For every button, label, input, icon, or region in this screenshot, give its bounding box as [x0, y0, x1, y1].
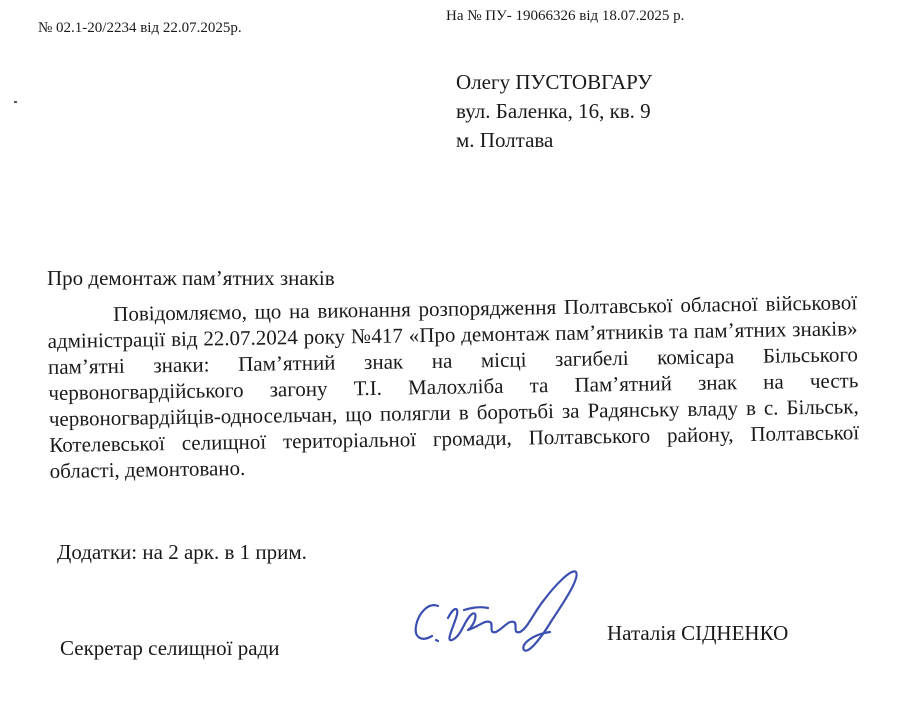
scan-speck — [14, 101, 17, 103]
addressee-city: м. Полтава — [456, 128, 554, 152]
signatory-name: Наталія СІДНЕНКО — [607, 621, 789, 645]
letter-body: Повідомляємо, що на виконання розпорядження Полтавської обласної військової адміністрації від 22.07.2024 року №417 «Про демонтаж пам’ятників та пам’ятних знаків» пам’ятні знаки: Пам’ятний знак на місці загибелі комісара Більського червоногвардійського загону Т.І. Малохліба та Пам’ятний знак на честь червоногвардійців-односельчан, що полягли в боротьбі за Радянську владу в с. Більськ, Котелевської селищної територіальної громади, Полтавського району, Полтавської області, демонтовано. — [47, 290, 860, 483]
handwritten-signature — [404, 562, 594, 652]
attachments-note: Додатки: на 2 арк. в 1 прим. — [57, 540, 307, 564]
addressee-name: Олегу ПУСТОВГАРУ — [456, 70, 653, 94]
addressee-block — [456, 68, 652, 155]
letter-subject: Про демонтаж пам’ятних знаків — [47, 266, 335, 290]
outgoing-reference: № 02.1-20/2234 від 22.07.2025р. — [38, 20, 242, 36]
addressee-street: вул. Баленка, 16, кв. 9 — [456, 99, 651, 123]
incoming-reference: На № ПУ- 19066326 від 18.07.2025 р. — [446, 8, 685, 24]
signatory-title: Секретар селищної ради — [60, 636, 280, 660]
